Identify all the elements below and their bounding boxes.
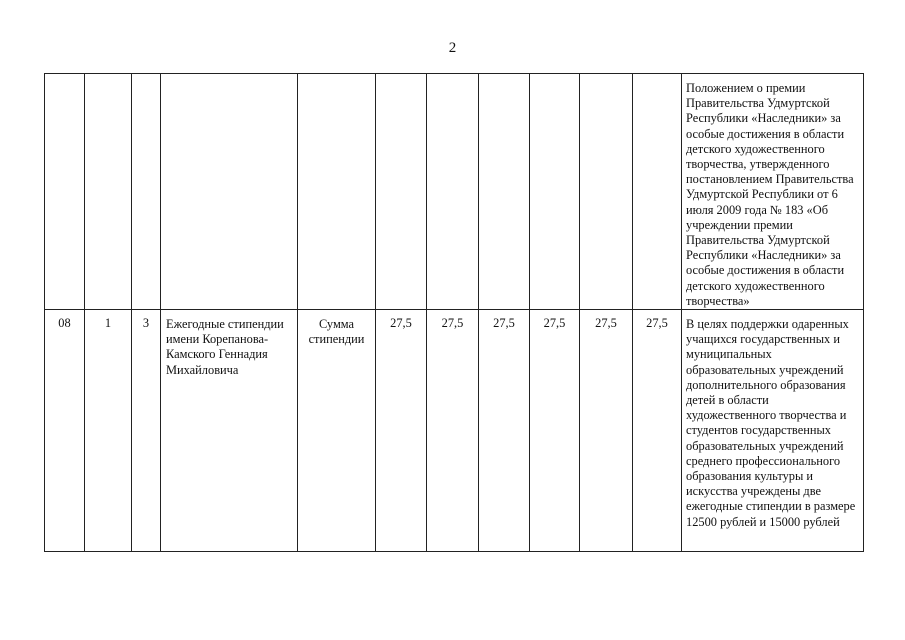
value-cell [376,74,427,310]
value-cell [427,74,479,310]
unit-cell [298,74,376,310]
value-cell: 27,5 [479,310,530,552]
value-cell: 27,5 [376,310,427,552]
table-row [45,310,864,552]
note-cell: Положением о премии Правительства Удмуртской Республики «Наследники» за особые достижения в области детского художественного творчества, утвержденного постановлением Правительства Удмуртской Республики от 6 июля 2009 года № 183 «Об учреждении премии Правительства Удмуртской Республики «Наследники» за особые достижения в области детского художественного творчества» [682,74,864,310]
value-cell: 27,5 [427,310,479,552]
value-cell [530,74,580,310]
data-table [44,73,864,552]
table-row [45,74,864,310]
page-number: 2 [448,40,457,56]
name-cell [161,74,298,310]
sub2-cell [132,74,161,310]
sub1-cell [85,74,132,310]
value-cell: 27,5 [530,310,580,552]
value-cell [633,74,682,310]
sub2-cell: 3 [132,310,161,552]
sub1-cell: 1 [85,310,132,552]
name-cell: Ежегодные стипендии имени Корепанова-Камского Геннадия Михайловича [161,310,298,552]
code-cell: 08 [45,310,85,552]
value-cell: 27,5 [580,310,633,552]
value-cell [479,74,530,310]
value-cell: 27,5 [633,310,682,552]
value-cell [580,74,633,310]
unit-cell: Сумма стипендии [298,310,376,552]
note-cell: В целях поддержки одаренных учащихся государственных и муниципальных образовательных учреждений дополнительного образования детей в области художественного творчества и студентов государственных образовательных учреждений среднего профессионального образования культуры и искусства учреждены две ежегодные стипендии в размере 12500 рублей и 15000 рублей [682,310,864,552]
code-cell [45,74,85,310]
